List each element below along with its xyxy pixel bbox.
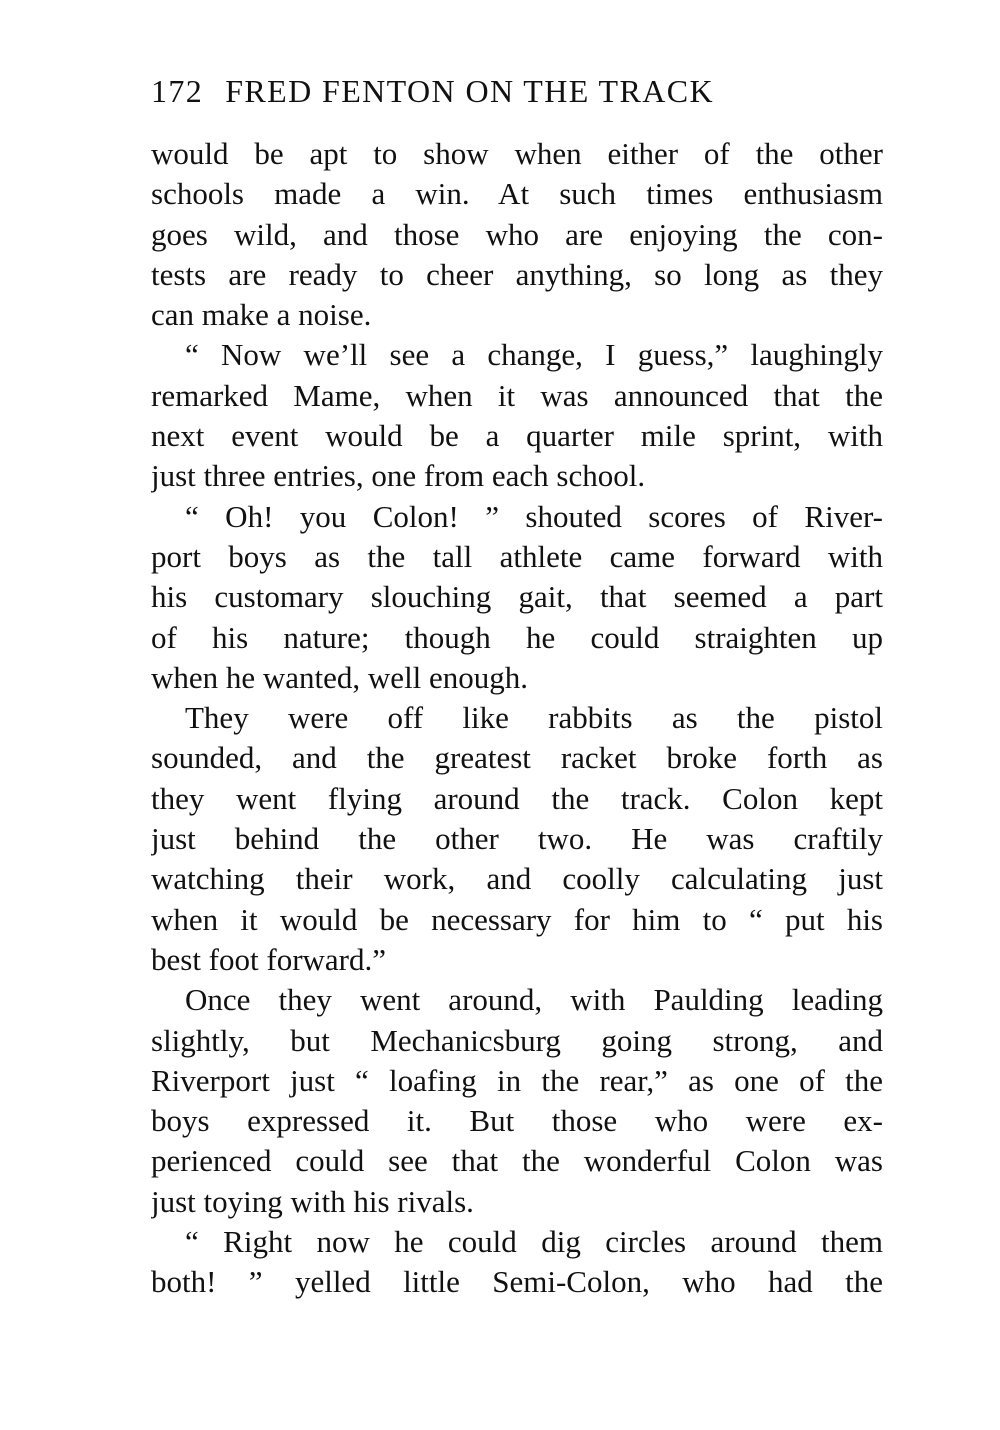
text-line: They were off like rabbits as the pistol	[185, 700, 883, 736]
text-line: Once they went around, with Paulding leading	[185, 982, 883, 1018]
text-line: when it would be necessary for him to “ put his	[151, 901, 883, 937]
text-line: “ Oh! you Colon! ” shouted scores of River-	[185, 498, 883, 534]
body-text	[151, 134, 883, 1303]
text-line: best foot forward.”	[151, 941, 386, 977]
page-number: 172	[151, 73, 204, 109]
text-line: just toying with his rivals.	[151, 1183, 474, 1219]
text-line: watching their work, and coolly calculating just	[151, 861, 883, 897]
text-line: tests are ready to cheer anything, so long as they	[151, 256, 883, 292]
text-line: port boys as the tall athlete came forward with	[151, 538, 883, 574]
text-line: sounded, and the greatest racket broke forth as	[151, 740, 883, 776]
text-line: his customary slouching gait, that seemed a part	[151, 579, 883, 615]
text-line: goes wild, and those who are enjoying the con-	[151, 216, 883, 252]
text-line: can make a noise.	[151, 297, 372, 333]
text-line: both! ” yelled little Semi-Colon, who had the	[151, 1264, 883, 1300]
text-line: “ Now we’ll see a change, I guess,” laughingly	[185, 337, 883, 373]
text-line: next event would be a quarter mile sprint, with	[151, 418, 883, 454]
text-line: slightly, but Mechanicsburg going strong, and	[151, 1022, 883, 1058]
text-line: of his nature; though he could straighten up	[151, 619, 883, 655]
text-line: boys expressed it. But those who were ex-	[151, 1103, 883, 1139]
text-line: remarked Mame, when it was announced that the	[151, 377, 883, 413]
text-line: just three entries, one from each school.	[151, 458, 646, 494]
text-line: just behind the other two. He was craftily	[151, 821, 883, 857]
text-line: schools made a win. At such times enthusiasm	[151, 176, 883, 212]
running-head	[151, 66, 891, 116]
text-line: would be apt to show when either of the other	[151, 136, 883, 171]
running-title: FRED FENTON ON THE TRACK	[225, 73, 714, 109]
text-line: Riverport just “ loafing in the rear,” as one of the	[151, 1062, 883, 1098]
text-line: perienced could see that the wonderful Colon was	[151, 1143, 883, 1179]
text-line: they went flying around the track. Colon kept	[151, 780, 883, 816]
text-line: “ Right now he could dig circles around them	[185, 1224, 883, 1260]
text-line: when he wanted, well enough.	[151, 659, 529, 695]
